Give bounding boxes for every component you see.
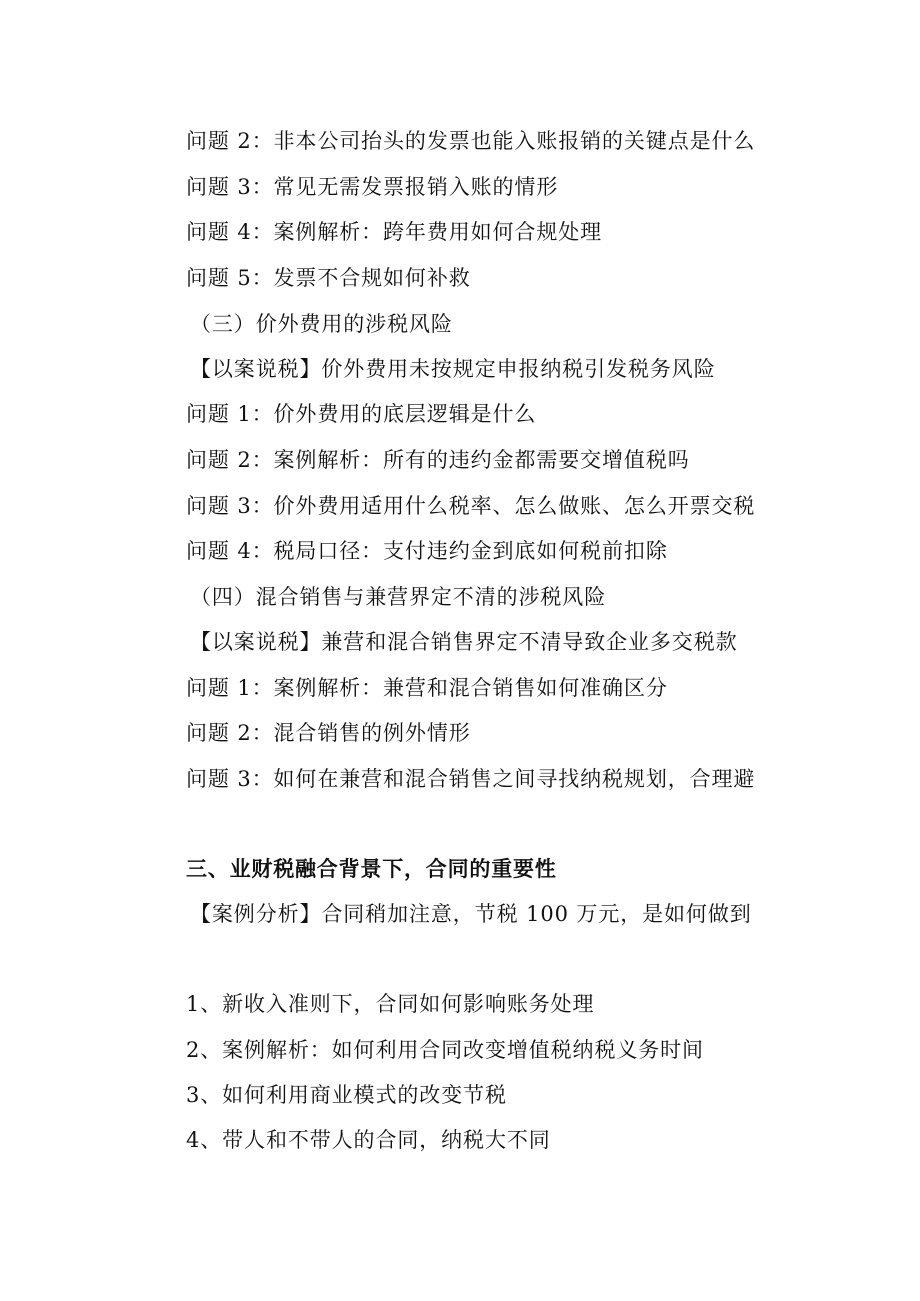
question-item: 问题 3：价外费用适用什么税率、怎么做账、怎么开票交税 [186,494,756,518]
question-item: 问题 3：常见无需发票报销入账的情形 [186,175,559,199]
case-title: 【以案说税】兼营和混合销售界定不清导致企业多交税款 [190,630,738,654]
question-item: 问题 1：价外费用的底层逻辑是什么 [186,402,537,426]
list-item: 2、案例解析：如何利用合同改变增值税纳税义务时间 [186,1038,704,1062]
question-item: 问题 2：非本公司抬头的发票也能入账报销的关键点是什么 [186,129,756,153]
question-item: 问题 4：案例解析：跨年费用如何合规处理 [186,220,603,244]
case-title: 【以案说税】价外费用未按规定申报纳税引发税务风险 [190,357,716,381]
question-item: 问题 4：税局口径：支付违约金到底如何税前扣除 [186,539,668,563]
subsection-title: （四）混合销售与兼营界定不清的涉税风险 [190,585,607,609]
section-heading: 三、业财税融合背景下，合同的重要性 [186,857,557,881]
question-item: 问题 1：案例解析：兼营和混合销售如何准确区分 [186,676,668,700]
question-item: 问题 5：发票不合规如何补救 [186,266,471,290]
list-item: 1、新收入准则下，合同如何影响账务处理 [186,992,595,1016]
question-item: 问题 3：如何在兼营和混合销售之间寻找纳税规划，合理避 [186,767,756,791]
subsection-title: （三）价外费用的涉税风险 [190,312,453,336]
question-item: 问题 2：案例解析：所有的违约金都需要交增值税吗 [186,448,690,472]
question-item: 问题 2：混合销售的例外情形 [186,721,471,745]
case-title: 【案例分析】合同稍加注意，节税 100 万元，是如何做到 [190,902,752,926]
list-item: 3、如何利用商业模式的改变节税 [186,1083,507,1107]
list-item: 4、带人和不带人的合同，纳税大不同 [186,1128,551,1152]
